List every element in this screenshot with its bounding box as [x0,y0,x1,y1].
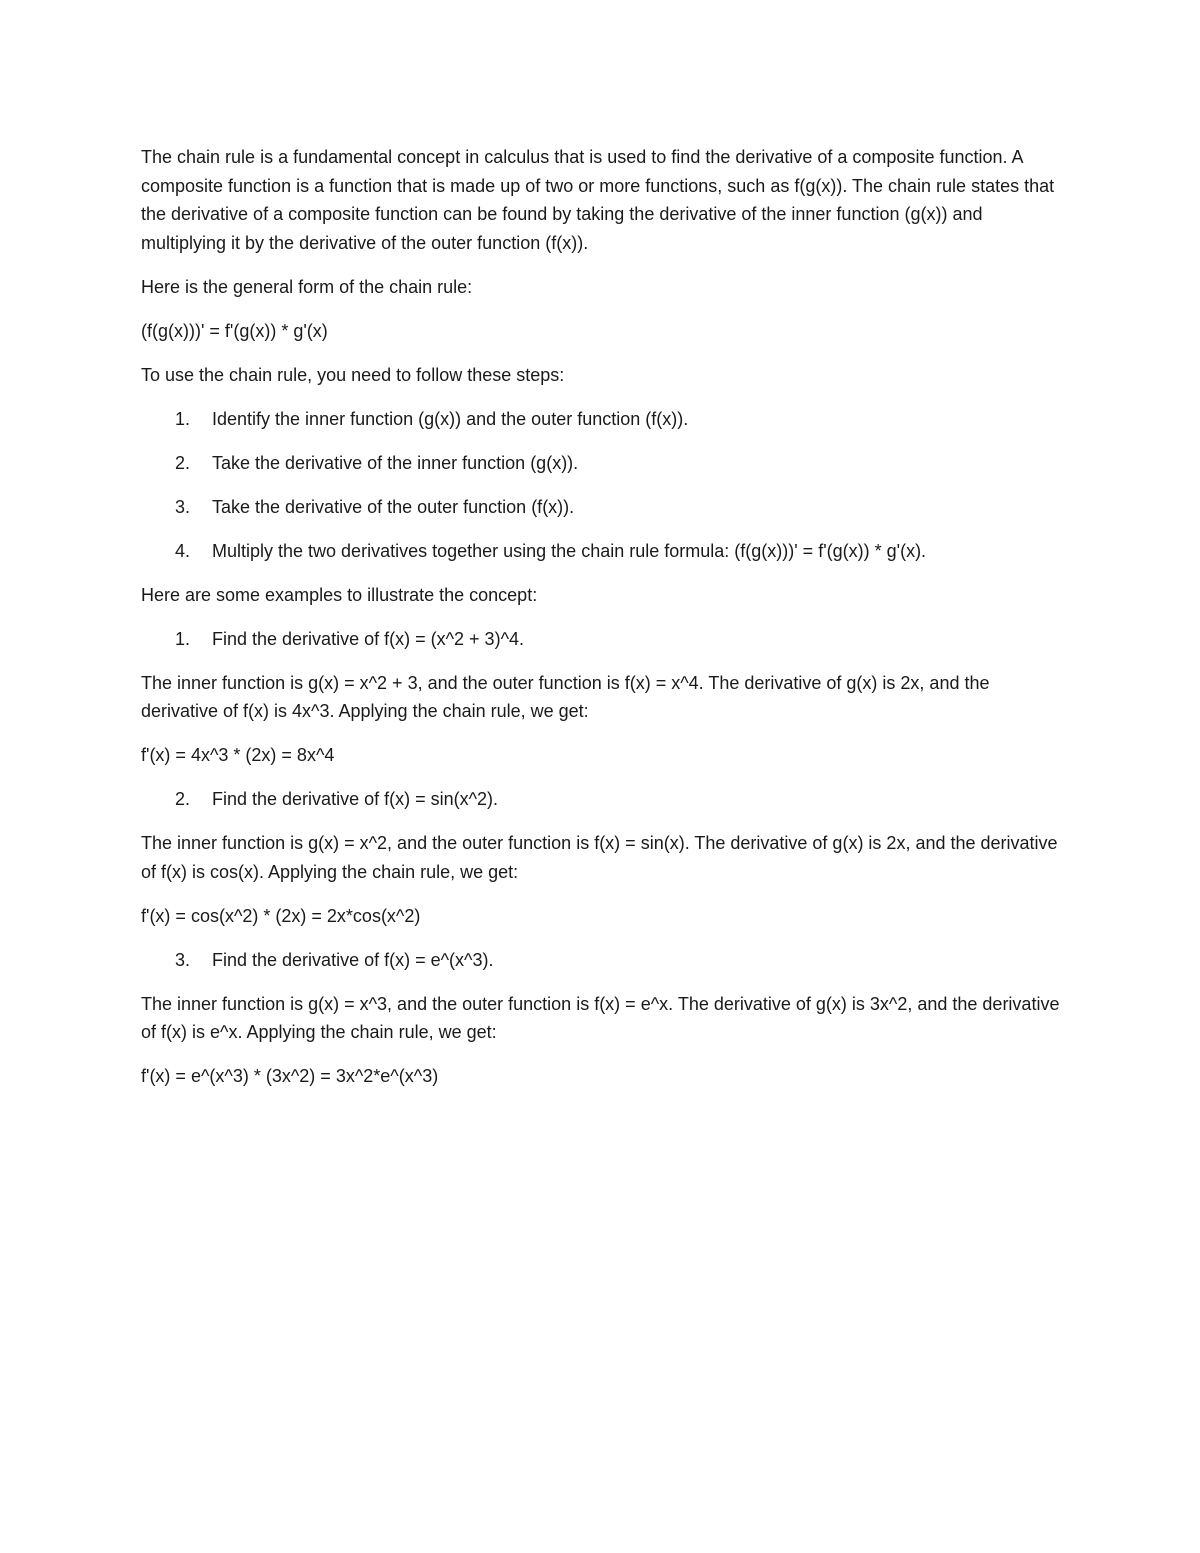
general-form-heading: Here is the general form of the chain rule: [141,276,473,297]
example-number: 3. [175,949,191,970]
example-task [141,946,1071,975]
example-number: 1. [175,628,191,649]
general-form-formula: (f(g(x)))' = f'(g(x)) * g'(x) [141,320,328,341]
step-text: Multiply the two derivatives together using the chain rule formula: (f(g(x)))' = f'(g(x)) * g'(x). [212,540,927,561]
example-number: 2. [175,789,191,809]
step-item [141,537,1071,566]
example-result: f'(x) = e^(x^3) * (3x^2) = 3x^2*e^(x^3) [141,1066,439,1086]
step-number: 1. [175,408,191,429]
step-number: 2. [175,452,191,473]
document-body [141,143,1071,1106]
step-number: 4. [175,540,191,561]
example-task-text: Find the derivative of f(x) = sin(x^2). [212,789,499,809]
step-text: Take the derivative of the outer function (f(x)). [212,496,575,517]
example-result: f'(x) = 4x^3 * (2x) = 8x^4 [141,745,335,765]
example-task [141,625,1071,654]
example-explanation: The inner function is g(x) = x^2, and the outer function is f(x) = sin(x). The derivative of g(x) is 2x, and the derivative of f(x) is cos(x). Applying the chain rule, we get: [141,833,1058,882]
step-text: Take the derivative of the inner function (g(x)). [212,452,579,473]
step-text: Identify the inner function (g(x)) and the outer function (f(x)). [212,408,689,429]
step-item [141,449,1071,478]
example-task-text: Find the derivative of f(x) = e^(x^3). [212,949,494,970]
example-task [141,785,1071,814]
example-result: f'(x) = cos(x^2) * (2x) = 2x*cos(x^2) [141,905,421,926]
step-item [141,493,1071,522]
example-explanation: The inner function is g(x) = x^2 + 3, and the outer function is f(x) = x^4. The derivative of g(x) is 2x, and the derivative of f(x) is 4x^3. Applying the chain rule, we get: [141,672,990,721]
step-item [141,405,1071,434]
examples-heading: Here are some examples to illustrate the concept: [141,584,538,605]
example-explanation: The inner function is g(x) = x^3, and the outer function is f(x) = e^x. The derivative of g(x) is 3x^2, and the derivative of f(x) is e^x. Applying the chain rule, we get: [141,993,1060,1042]
step-number: 3. [175,496,191,517]
intro-paragraph: The chain rule is a fundamental concept in calculus that is used to find the derivative of a composite function. A composite function is a function that is made up of two or more functions, such as f(g(x)). The chain rule states that the derivative of a composite function can be found by taking the derivative of the inner function (g(x)) and multiplying it by the derivative of the outer function (f(x)). [141,147,1055,253]
steps-heading: To use the chain rule, you need to follow these steps: [141,364,565,385]
example-task-text: Find the derivative of f(x) = (x^2 + 3)^4. [212,628,525,649]
